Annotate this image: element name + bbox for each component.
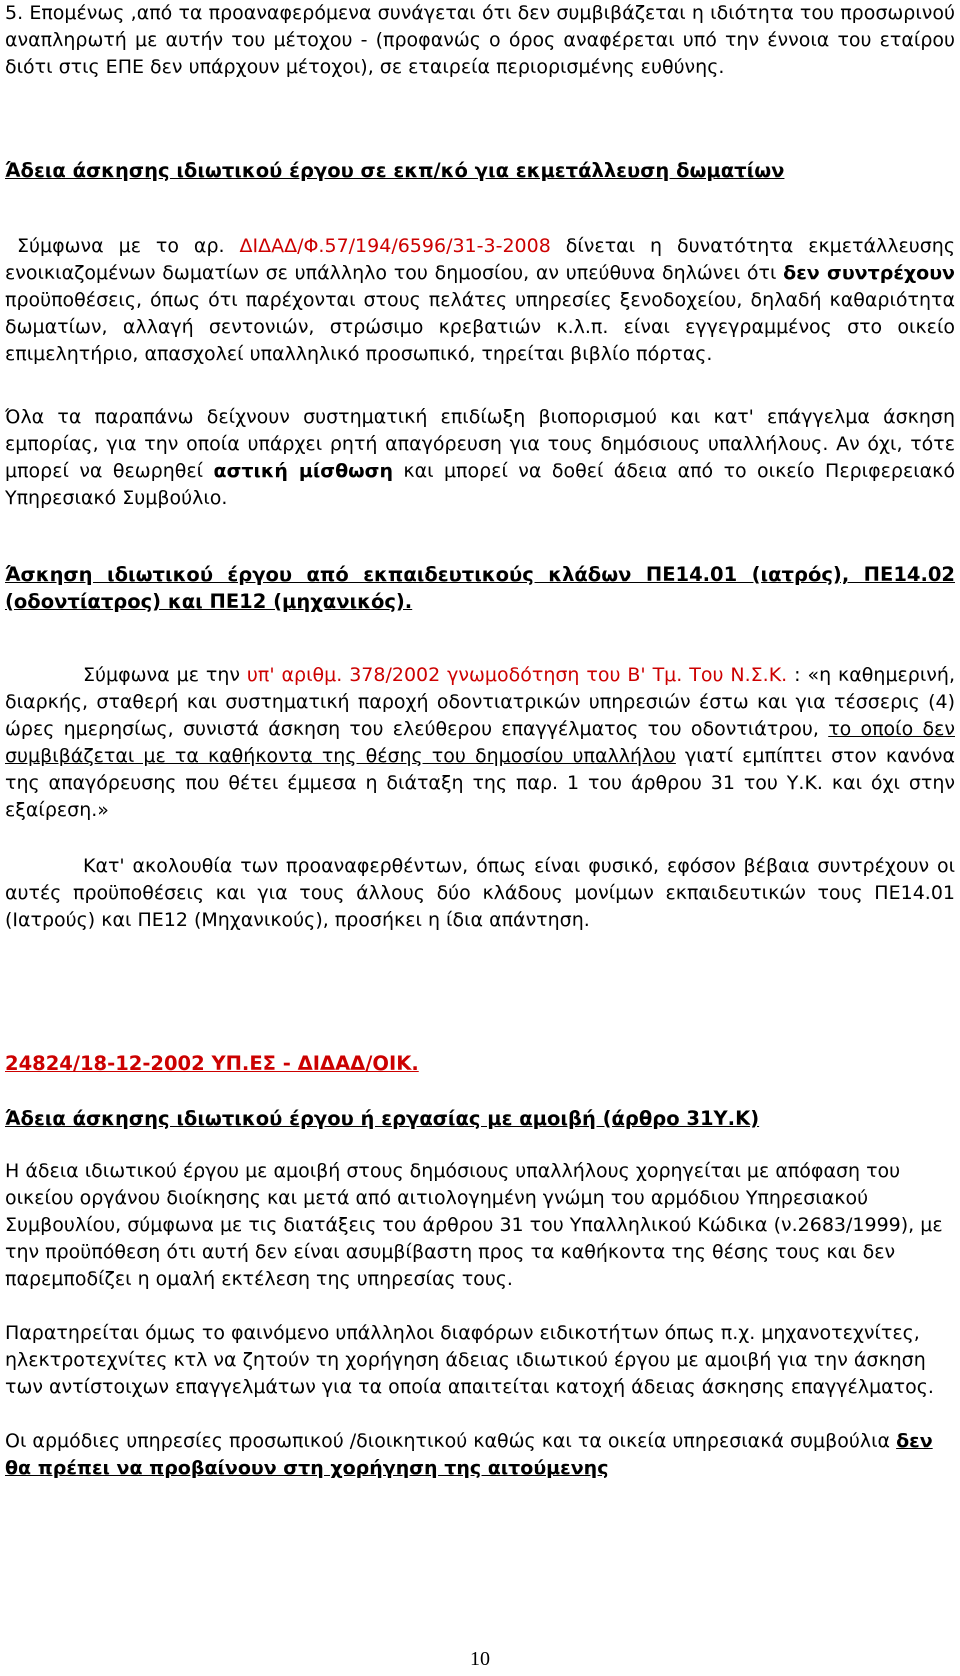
paragraph-nsk-opinion: Σύμφωνα με την υπ' αριθμ. 378/2002 γνωμοδότηση του Β' Τμ. Του Ν.Σ.Κ. : «η καθημερινή, διαρκής, σταθερή και συστηματική παροχή οδοντιατρικών υπηρεσιών έστω και για τέσσερις (4) ώρες ημερησίως, συνιστά άσκηση του ελεύθερου επαγγέλματος του οδοντιάτρου, το οποίο δεν συμβιβάζεται με τα καθήκοντα της θέσης του δημοσίου υπαλλήλου γιατί εμπίπτει στον κανόνα της απαγόρευσης που θέτει έμμεσα η διάταξη της παρ. 1 του άρθρου 31 του Υ.Κ. και όχι στην εξαίρεση.» [5, 664, 955, 821]
heading-circular-reference: 24824/18-12-2002 ΥΠ.ΕΣ - ΔΙΔΑΔ/ΟΙΚ. [5, 1052, 419, 1075]
page-number: 10 [470, 1648, 490, 1670]
paragraph-competent-services: Οι αρμόδιες υπηρεσίες προσωπικού /διοικητικού καθώς και τα οικεία υπηρεσιακά συμβούλια δεν θα πρέπει να προβαίνουν στη χορήγηση της αιτούμενης [5, 1430, 933, 1479]
heading-room-rental: Άδεια άσκησης ιδιωτικού έργου σε εκπ/κό για εκμετάλλευση δωματίων [5, 159, 785, 182]
paragraph-5: 5. Επομένως ,από τα προαναφερόμενα συνάγεται ότι δεν συμβιβάζεται η ιδιότητα του προσωρινού αναπληρωτή με αυτήν του μέτοχου - (προφανώς ο όρος αναφέρεται υπό την έννοια του εταίρου διότι στις ΕΠΕ δεν υπάρχουν μέτοχοι), σε εταιρεία περιορισμένης ευθύνης. [5, 2, 955, 78]
paragraph-consequence: Κατ' ακολουθία των προαναφερθέντων, όπως είναι φυσικό, εφόσον βέβαια συντρέχουν οι αυτές προϋποθέσεις και για τους άλλους δύο κλάδους μονίμων εκπαιδευτικών τους ΠΕ14.01 (Ιατρούς) και ΠΕ12 (Μηχανικούς), προσήκει η ίδια απάντηση. [5, 855, 955, 931]
decision-reference: ΔΙΔΑΔ/Φ.57/194/6596/31-3-2008 [239, 235, 551, 257]
paragraph-room-rental: Σύμφωνα με το αρ. ΔΙΔΑΔ/Φ.57/194/6596/31-3-2008 δίνεται η δυνατότητα εκμετάλλευσης ενοικιαζομένων δωματίων σε υπάλληλο του δημοσίου, αν υπεύθυνα δηλώνει ότι δεν συντρέχουν προϋποθέσεις, όπως ότι παρέχονται στους πελάτες υπηρεσίες ξενοδοχείου, δηλαδή καθαριότητα δωματίων, αλλαγή σεντονιών, στρώσιμο κρεβατιών κ.λ.π. είναι εγγεγραμμένος στο οικείο επιμελητήριο, απασχολεί υπαλληλικό προσωπικό, τηρείται βιβλίο πόρτας. [5, 235, 955, 365]
heading-article-31: Άδεια άσκησης ιδιωτικού έργου ή εργασίας με αμοιβή (άρθρο 31Υ.Κ) [5, 1107, 760, 1130]
paragraph-specialties: Παρατηρείται όμως το φαινόμενο υπάλληλοι διαφόρων ειδικοτήτων όπως π.χ. μηχανοτεχνίτες, ηλεκτροτεχνίτες κτλ να ζητούν τη χορήγηση άδειας ιδιωτικού έργου με αμοιβή για την άσκηση των αντίστοιχων επαγγελμάτων για τα οποία απαιτείται κατοχή άδειας άσκησης επαγγέλματος. [5, 1322, 934, 1398]
paragraph-permit-granted: Η άδεια ιδιωτικού έργου με αμοιβή στους δημόσιους υπαλλήλους χορηγείται με απόφαση του οικείου οργάνου διοίκησης και μετά από αιτιολογημένη γνώμη του αρμόδιου Υπηρεσιακού Συμβουλίου, σύμφωνα με τις διατάξεις του άρθρου 31 του Υπαλληλικού Κώδικα (ν.2683/1999), με την προϋπόθεση ότι αυτή δεν είναι ασυμβίβαστη προς τα καθήκοντα της θέσης τους και δεν παρεμποδίζει η ομαλή εκτέλεση της υπηρεσίας τους. [5, 1160, 943, 1290]
nsk-reference: υπ' αριθμ. 378/2002 γνωμοδότηση του Β' Τμ. Του Ν.Σ.Κ. [246, 664, 788, 686]
paragraph-systematic-pursuit: Όλα τα παραπάνω δείχνουν συστηματική επιδίωξη βιοπορισμού και κατ' επάγγελμα άσκηση εμπορίας, για την οποία υπάρχει ρητή απαγόρευση για τους δημόσιους υπαλλήλους. Αν όχι, τότε μπορεί να θεωρηθεί αστική μίσθωση και μπορεί να δοθεί άδεια από το οικείο Περιφερειακό Υπηρεσιακό Συμβούλιο. [5, 406, 956, 509]
heading-medical-professions: Άσκηση ιδιωτικού έργου από εκπαιδευτικούς κλάδων ΠΕ14.01 (ιατρός), ΠΕ14.02 (οδοντίατρος) και ΠΕ12 (μηχανικός). [5, 563, 955, 613]
